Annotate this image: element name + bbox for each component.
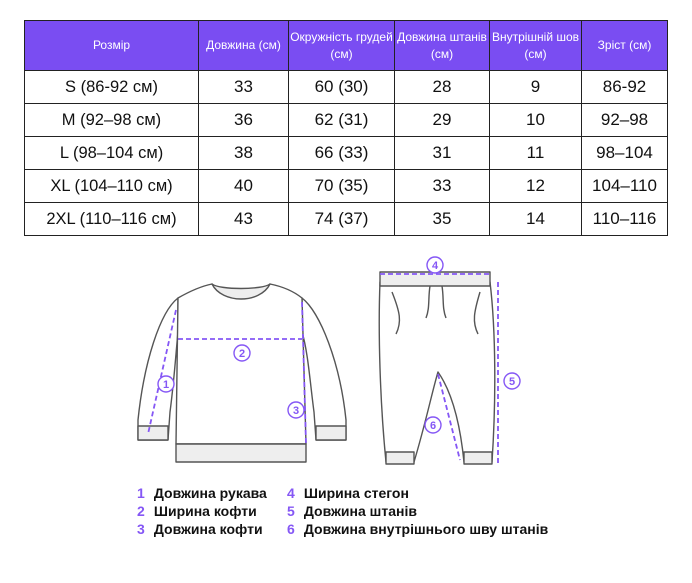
pants-outline: [379, 272, 495, 464]
legend-label: Довжина кофти: [153, 521, 263, 537]
cell-length: 43: [199, 203, 289, 236]
cell-height: 98–104: [582, 137, 668, 170]
table-row: [25, 170, 668, 203]
table-header-row: [25, 21, 668, 71]
header-size: Розмір: [25, 21, 199, 71]
legend-number: 6: [287, 521, 295, 537]
cell-size: M (92–98 см): [25, 104, 199, 137]
legend-label: Ширина стегон: [303, 485, 409, 501]
legend-label: Ширина кофти: [153, 503, 257, 519]
cell-chest: 70 (35): [289, 170, 395, 203]
legend-label: Довжина штанів: [303, 503, 417, 519]
sweatshirt-outline: [138, 284, 346, 462]
size-table: [24, 20, 668, 236]
legend-item: [287, 484, 607, 502]
legend-number: 5: [287, 503, 295, 519]
cell-height: 104–110: [582, 170, 668, 203]
marker-2: 2: [238, 348, 246, 360]
cell-length: 40: [199, 170, 289, 203]
cell-length: 36: [199, 104, 289, 137]
marker-6: 6: [429, 420, 437, 432]
legend-number: 1: [137, 485, 145, 501]
legend-label: Довжина рукава: [153, 485, 267, 501]
header-height: Зріст (см): [582, 21, 668, 71]
cell-length: 33: [199, 71, 289, 104]
cell-height: 110–116: [582, 203, 668, 236]
marker-1: 1: [162, 379, 170, 391]
cell-pants-length: 28: [395, 71, 490, 104]
cell-height: 92–98: [582, 104, 668, 137]
table-row: [25, 71, 668, 104]
cell-chest: 62 (31): [289, 104, 395, 137]
garment-diagram: [130, 252, 530, 482]
cell-pants-length: 33: [395, 170, 490, 203]
cell-size: 2XL (110–116 см): [25, 203, 199, 236]
marker-3: 3: [292, 405, 300, 417]
cell-size: S (86-92 см): [25, 71, 199, 104]
cell-inseam: 9: [490, 71, 582, 104]
marker-4: 4: [431, 260, 439, 272]
header-length: Довжина (см): [199, 21, 289, 71]
cell-inseam: 11: [490, 137, 582, 170]
legend-item: [287, 520, 607, 538]
header-pants-length: Довжина штанів (см): [395, 21, 490, 71]
cell-chest: 74 (37): [289, 203, 395, 236]
marker-5: 5: [508, 376, 516, 388]
table-row: [25, 104, 668, 137]
cell-inseam: 12: [490, 170, 582, 203]
legend-column-right: [287, 484, 607, 538]
legend-item: [287, 502, 607, 520]
legend-number: 3: [137, 521, 145, 537]
legend-number: 4: [287, 485, 295, 501]
cell-pants-length: 31: [395, 137, 490, 170]
cell-length: 38: [199, 137, 289, 170]
legend-number: 2: [137, 503, 145, 519]
cell-inseam: 14: [490, 203, 582, 236]
cell-pants-length: 29: [395, 104, 490, 137]
cell-chest: 66 (33): [289, 137, 395, 170]
legend-label: Довжина внутрішнього шву штанів: [303, 521, 549, 537]
table-row: [25, 203, 668, 236]
cell-chest: 60 (30): [289, 71, 395, 104]
cell-size: XL (104–110 см): [25, 170, 199, 203]
cell-inseam: 10: [490, 104, 582, 137]
header-chest: Окружність грудей (см): [289, 21, 395, 71]
table-row: [25, 137, 668, 170]
cell-pants-length: 35: [395, 203, 490, 236]
header-inseam: Внутрішній шов (см): [490, 21, 582, 71]
cell-size: L (98–104 см): [25, 137, 199, 170]
cell-height: 86-92: [582, 71, 668, 104]
